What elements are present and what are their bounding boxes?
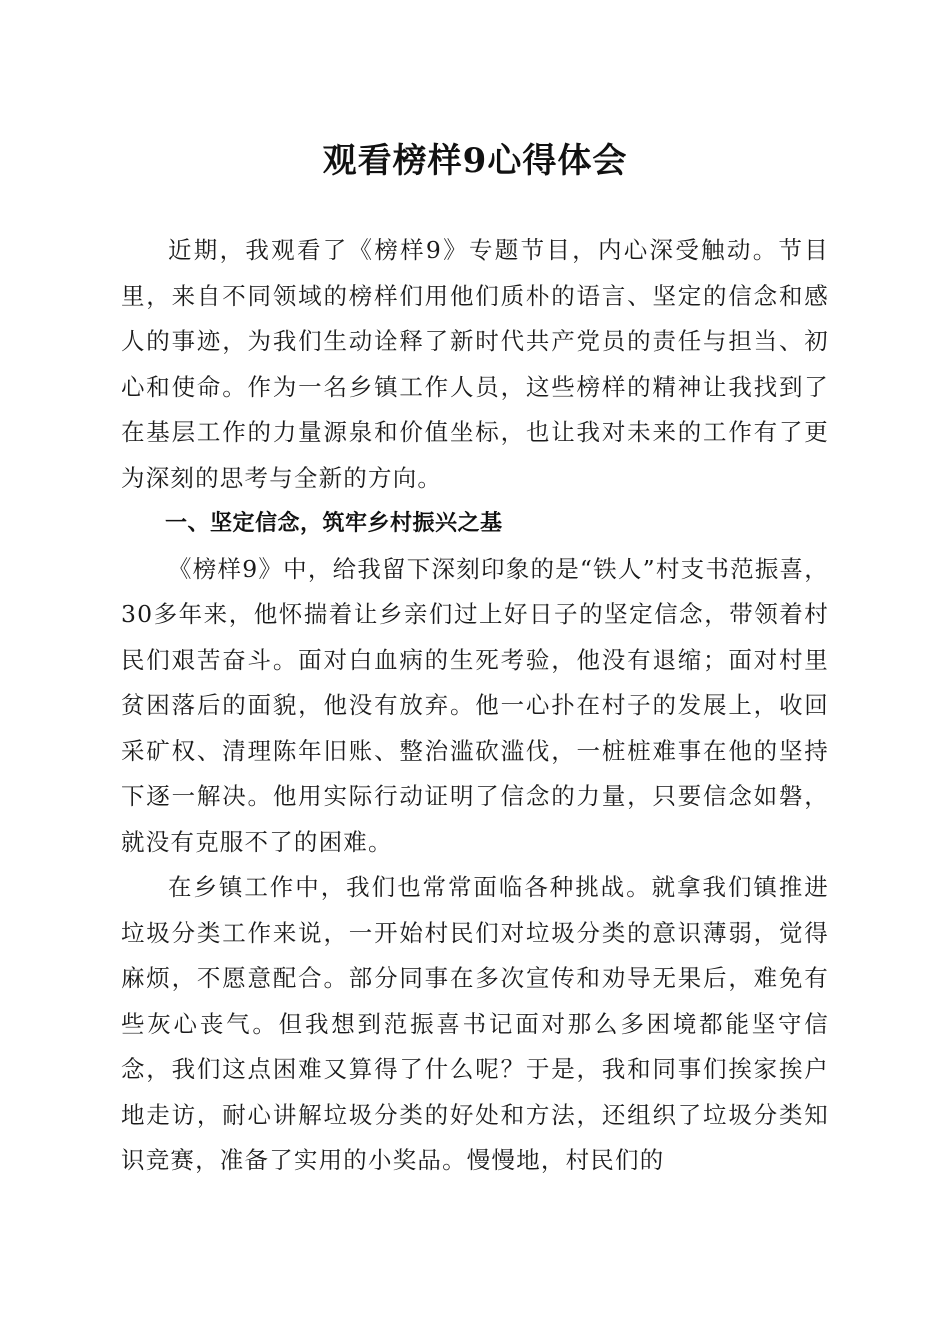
section-heading: 一、坚定信念，筑牢乡村振兴之基	[165, 511, 503, 536]
intro-paragraph: 近期，我观看了《榜样9》专题节目，内心深受触动。节目里，来自不同领域的榜样们用他们质朴的语言、坚定的信念和感人的事迹，为我们生动诠释了新时代共产党员的责任与担当、初心和使命。作为一名乡镇工作人员，这些榜样的精神让我找到了在基层工作的力量源泉和价值坐标，也让我对未来的工作有了更为深刻的思考与全新的方向。	[121, 236, 829, 492]
body-paragraph: 《榜样9》中，给我留下深刻印象的是“铁人”村支书范振喜，30多年来，他怀揣着让乡亲们过上好日子的坚定信念，带领着村民们艰苦奋斗。面对白血病的生死考验，他没有退缩；面对村里贫困落后的面貌，他没有放弃。他一心扑在村子的发展上，收回采矿权、清理陈年旧账、整治滥砍滥伐，一桩桩难事在他的坚持下逐一解决。他用实际行动证明了信念的力量，只要信念如磐，就没有克服不了的困难。	[121, 554, 829, 856]
body-paragraph: 在乡镇工作中，我们也常常面临各种挑战。就拿我们镇推进垃圾分类工作来说，一开始村民们对垃圾分类的意识薄弱，觉得麻烦，不愿意配合。部分同事在多次宣传和劝导无果后，难免有些灰心丧气。但我想到范振喜书记面对那么多困境都能坚守信念，我们这点困难又算得了什么呢？于是，我和同事们挨家挨户地走访，耐心讲解垃圾分类的好处和方法，还组织了垃圾分类知识竞赛，准备了实用的小奖品。慢慢地，村民们的	[121, 873, 829, 1174]
document-title: 观看榜样9心得体会	[322, 141, 628, 181]
document-body	[121, 228, 829, 1184]
